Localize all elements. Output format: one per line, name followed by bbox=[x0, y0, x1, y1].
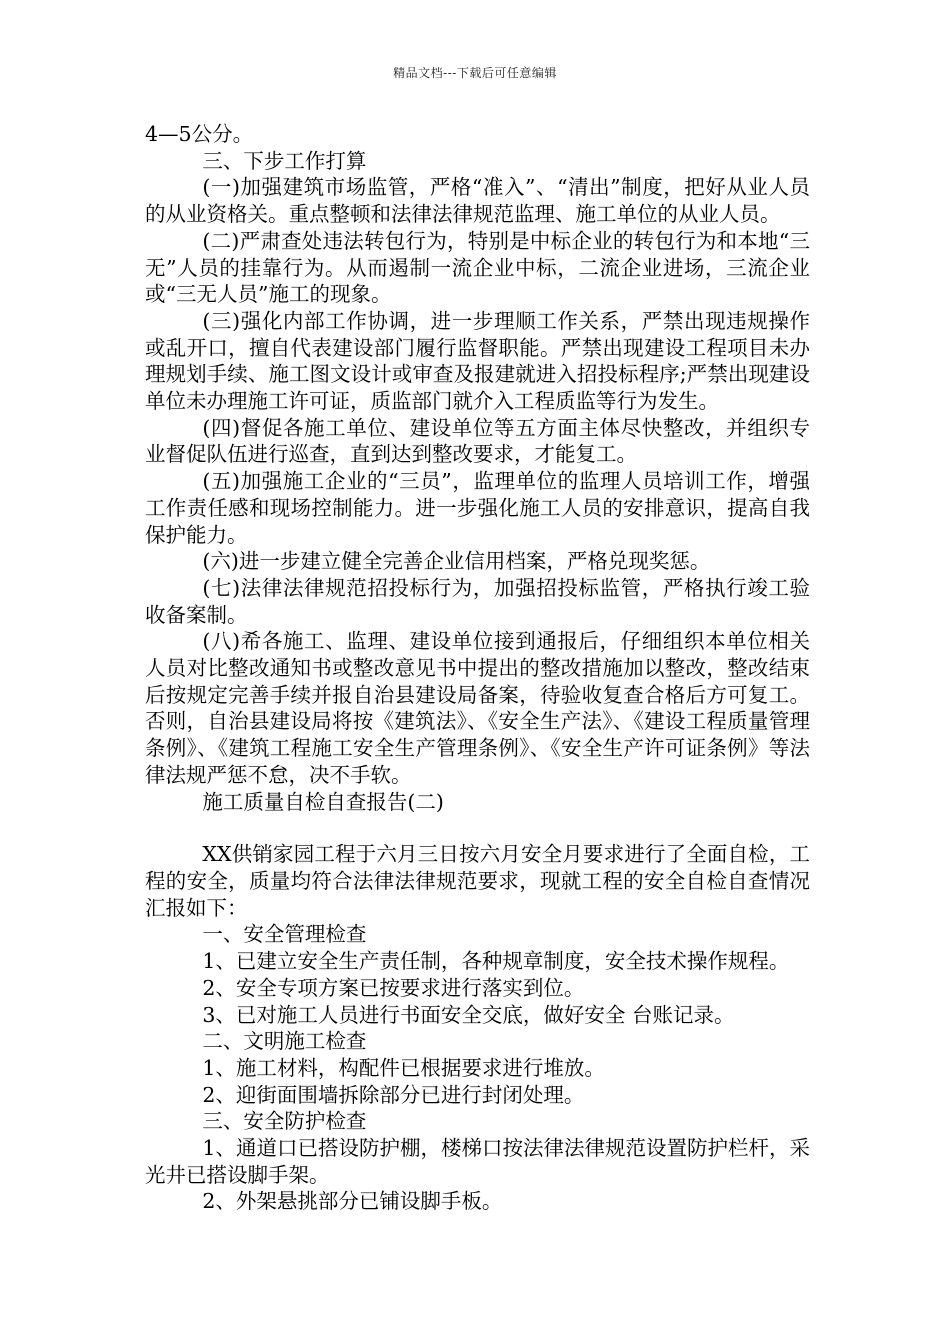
blank-line bbox=[145, 815, 810, 841]
list-item: 2、安全专项方案已按要求进行落实到位。 bbox=[202, 975, 585, 1000]
document-body bbox=[145, 121, 810, 1215]
section-heading: 三、下步工作打算 bbox=[202, 148, 367, 173]
list-item: 3、已对施工人员进行书面安全交底，做好安全 台账记录。 bbox=[202, 1002, 735, 1027]
section-heading: 二、文明施工检查 bbox=[202, 1029, 367, 1054]
paragraph: (八)希各施工、监理、建设单位接到通报后，仔细组织本单位相关人员对比整改通知书或整改意见书中提出的整改措施加以整改，整改结束后按规定完善手续并报自治县建设局备案，待验收复查合格后方可复工。否则，自治县建设局将按《建筑法》、《安全生产法》、《建设工程质量管理条例》、《建筑工程施工安全生产管理条例》、《安全生产许可证条例》等法律法规严惩不怠，决不手软。 bbox=[145, 629, 810, 787]
paragraph: (二)严肃查处违法转包行为，特别是中标企业的转包行为和本地“三无”人员的挂靠行为。从而遏制一流企业中标，二流企业进场，三流企业或“三无人员”施工的现象。 bbox=[145, 228, 810, 307]
list-item: 2、迎街面围墙拆除部分已进行封闭处理。 bbox=[202, 1082, 585, 1107]
paragraph: (三)强化内部工作协调，进一步理顺工作关系，严禁出现违规操作或乱开口，擅自代表建设部门履行监督职能。严禁出现建设工程项目未办理规划手续、施工图文设计或审查及报建就进入招投标程序;严禁出现建设单位未办理施工许可证，质监部门就介入工程质监等行为发生。 bbox=[145, 308, 810, 414]
list-item: 1、施工材料，构配件已根据要求进行堆放。 bbox=[202, 1055, 605, 1080]
paragraph: (一)加强建筑市场监管，严格“准入”、“清出”制度，把好从业人员的从业资格关。重点整顿和法律法律规范监理、施工单位的从业人员。 bbox=[145, 175, 810, 227]
paragraph: (四)督促各施工单位、建设单位等五方面主体尽快整改，并组织专业督促队伍进行巡查，直到达到整改要求，才能复工。 bbox=[145, 415, 810, 467]
section-heading: 三、安全防护检查 bbox=[202, 1109, 367, 1134]
report-title: 施工质量自检自查报告(二) bbox=[202, 789, 444, 814]
paragraph: (五)加强施工企业的“三员”，监理单位的监理人员培训工作，增强工作责任感和现场控制能力。进一步强化施工人员的安排意识，提高自我保护能力。 bbox=[145, 469, 810, 547]
section-heading: 一、安全管理检查 bbox=[202, 922, 367, 947]
paragraph: (六)进一步建立健全完善企业信用档案，严格兑现奖惩。 bbox=[202, 549, 711, 574]
paragraph: 4—5公分。 bbox=[145, 122, 254, 146]
list-item: 1、已建立安全生产责任制，各种规章制度，安全技术操作规程。 bbox=[202, 949, 790, 974]
list-item: 2、外架悬挑部分已铺设脚手板。 bbox=[202, 1189, 503, 1214]
page-header: 精品文档---下载后可任意编辑 bbox=[393, 66, 557, 80]
paragraph: XX供销家园工程于六月三日按六月安全月要求进行了全面自检，工程的安全，质量均符合法律法律规范要求，现就工程的安全自检自查情况汇报如下： bbox=[145, 842, 810, 920]
paragraph: (七)法律法律规范招投标行为，加强招投标监管，严格执行竣工验收备案制。 bbox=[145, 575, 810, 627]
list-item: 1、通道口已搭设防护棚，楼梯口按法律法律规范设置防护栏杆，采光井已搭设脚手架。 bbox=[145, 1136, 810, 1187]
